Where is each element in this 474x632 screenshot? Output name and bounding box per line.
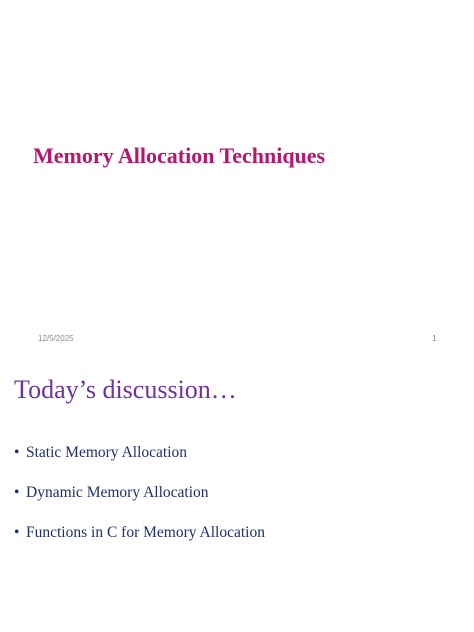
bullet-icon: •: [14, 524, 20, 541]
slide-2: [0, 355, 474, 632]
bullet-icon: •: [14, 484, 20, 501]
bullet-icon: •: [14, 444, 20, 461]
slide-1-footer-date: 12/5/2025: [38, 334, 74, 343]
slide-1-number: 1: [432, 334, 437, 343]
bullet-text: Functions in C for Memory Allocation: [26, 524, 265, 541]
bullet-list: [14, 444, 265, 564]
bullet-text: Static Memory Allocation: [26, 444, 188, 461]
bullet-item: [14, 484, 265, 524]
slide-1-title: Memory Allocation Techniques: [33, 143, 326, 168]
bullet-item: [14, 524, 265, 564]
bullet-text: Dynamic Memory Allocation: [26, 484, 209, 501]
bullet-item: [14, 444, 265, 484]
slide-2-title: Today’s discussion…: [14, 375, 237, 404]
